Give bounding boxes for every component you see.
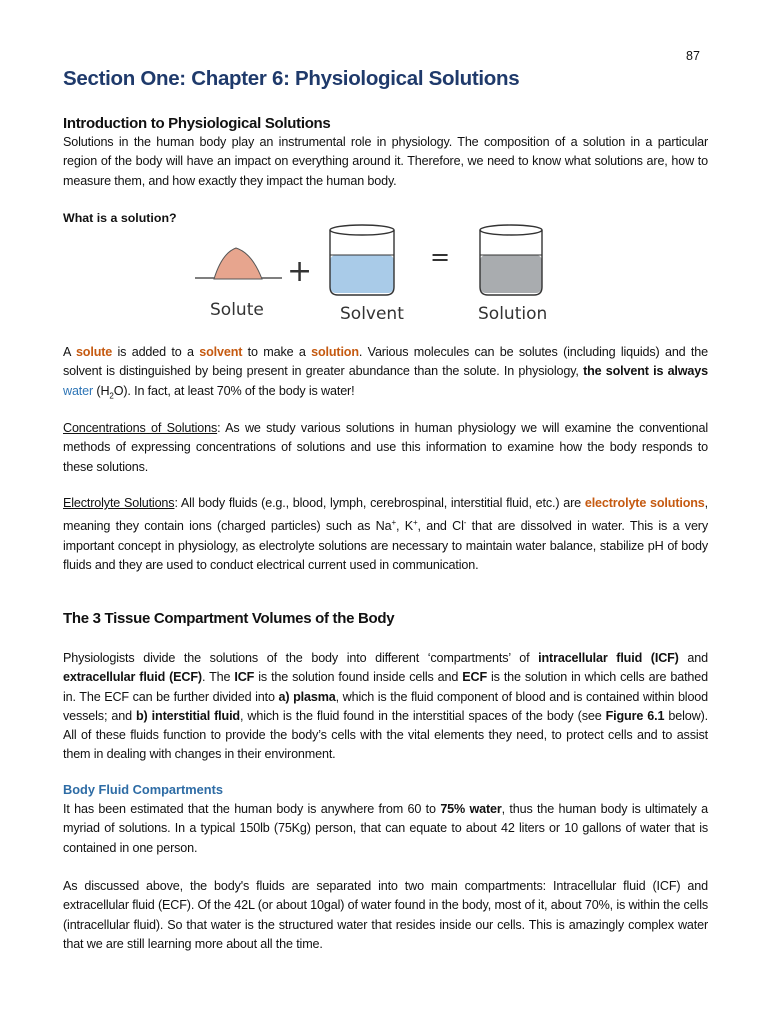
term-solvent: solvent [199, 345, 243, 359]
compartments-paragraph: Physiologists divide the solutions of the body into different ‘compartments’ of intracellular fluid (ICF) and extracellular fluid (ECF). The ICF is the solution found inside cells and ECF is the solution in which cells are bathed in. The ECF can be further divided into a) plasma, which is the fluid component of blood and is contained within blood vessels; and b) interstitial fluid, which is the fluid found in the interstitial spaces of the body (see Figure 6.1 below). All of these fluids function to provide the body’s cells with the vital elements they need, to protect cells and to assist them in dealing with changes in their environment. [63, 651, 709, 762]
intro-section [63, 115, 708, 191]
intro-paragraph: Solutions in the human body play an instrumental role in physiology. The composition of a solution in a particular region of the body will have an impact on everything around it. Therefore, we need to know what solutions are, how to measure them, and how exactly they impact the human body. [63, 135, 708, 188]
electrolytes-paragraph: Electrolyte Solutions: All body fluids (e.g., blood, lymph, cerebrospinal, interstitial fluid, etc.) are electrolyte solutions, meaning they contain ions (charged particles) such as Na+, K+, and Cl- that are dissolved in water. This is a very important concept in physiology, as electrolyte solutions are necessary to maintain water balance, stabilize pH of body fluids and they are used to conduct electrical current used in communication. [63, 496, 709, 573]
solvent-label: Solvent [340, 304, 404, 324]
solute-pile-icon [195, 248, 282, 279]
what-is-heading: What is a solution? [63, 211, 177, 225]
compartments-heading: The 3 Tissue Compartment Volumes of the Body [63, 610, 395, 627]
solution-beaker-icon [480, 225, 542, 295]
electrolytes-label: Electrolyte Solutions [63, 496, 175, 510]
term-solute: solute [75, 345, 113, 359]
intro-heading: Introduction to Physiological Solutions [63, 115, 331, 132]
solute-label: Solute [210, 300, 264, 320]
solvent-beaker-icon [330, 225, 394, 295]
body-fluid-paragraph-2: As discussed above, the body's fluids are separated into two main compartments: Intracellular fluid (ICF) and extracellular fluid (ECF). Of the 42L (or about 10gal) of water found in the body, most of it, about 70%, is within the cells (intracellular fluid). So that water is the structured water that resides inside our cells. This is amazingly complex water that we are still learning more about all the time. [63, 879, 708, 951]
page-title: Section One: Chapter 6: Physiological Solutions [63, 67, 520, 90]
concentrations-label: Concentrations of Solutions [63, 421, 218, 435]
solution-label: Solution [478, 304, 548, 324]
body-fluid-heading: Body Fluid Compartments [63, 782, 223, 797]
body-fluid-paragraph: It has been estimated that the human body is anywhere from 60 to 75% water, thus the human body is ultimately a myriad of solutions. In a typical 150lb (75Kg) person, that can equate to about 42 liters or 10 gallons of water that is contained in one person. [63, 802, 708, 855]
equals-sign: = [430, 243, 451, 271]
solution-figure [190, 215, 570, 335]
solute-paragraph: A solute is added to a solvent to make a solution. Various molecules can be solutes (including liquids) and the solvent is distinguished by being present in greater abundance than the solute. In physiology, the solvent is always water $(H_2O)$. In fact, at least 70% of the body is water! [63, 345, 708, 401]
page-number: 87 [686, 49, 700, 63]
term-solution: solution [311, 345, 359, 359]
concentrations-paragraph: Concentrations of Solutions: As we study various solutions in human physiology we will examine the conventional methods of expressing concentrations of solutions and use this information to examine how the body responds to these solutions. [63, 421, 708, 474]
plus-sign: + [287, 254, 313, 289]
term-electrolyte-solutions: electrolyte solutions [584, 496, 705, 510]
term-water: water [63, 383, 94, 398]
